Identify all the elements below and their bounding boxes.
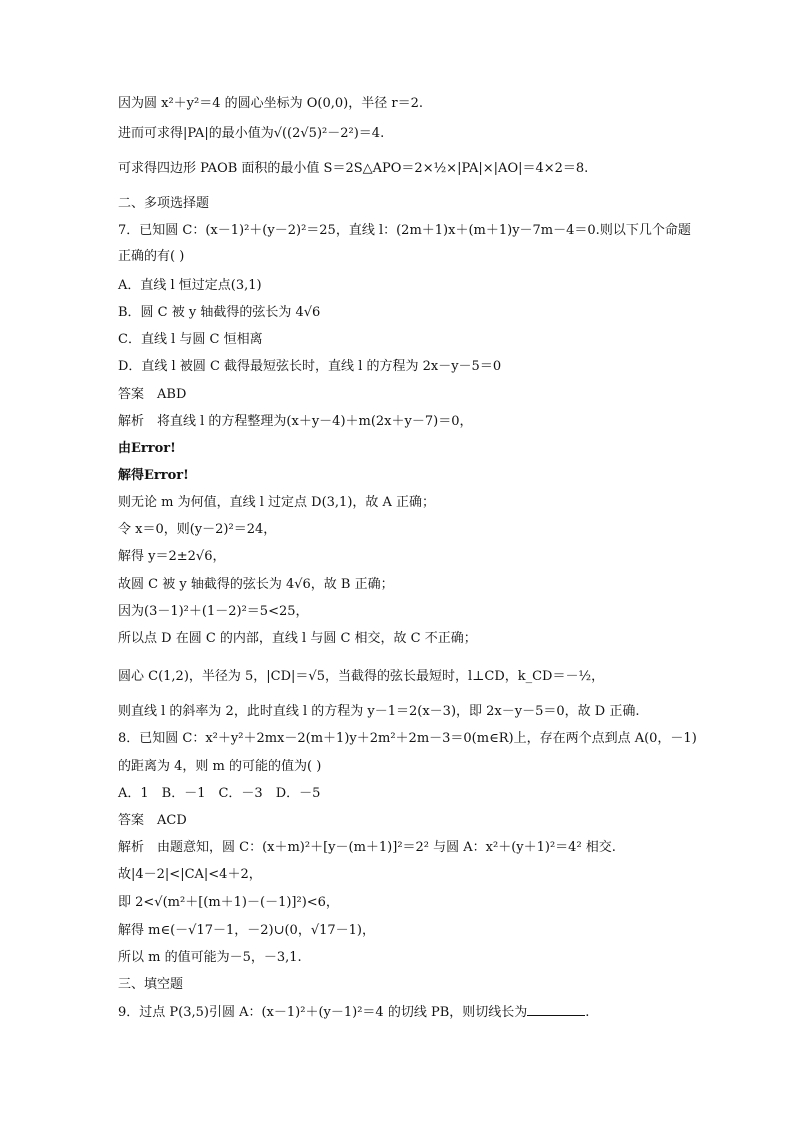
analysis-7-line-8: 因为(3－1)²＋(1－2)²＝5<25， bbox=[118, 604, 309, 619]
question-8-stem-cont: 的距离为 4，则 m 的可能的值为( ) bbox=[118, 759, 322, 774]
analysis-7-line-10: 圆心 C(1,2)，半径为 5，|CD|＝√5，当截得的弦长最短时，l⊥CD，k_CD＝－½， bbox=[118, 669, 605, 684]
question-9-text: 9．过点 P(3,5)引圆 A：(x－1)²＋(y－1)²＝4 的切线 PB，则切线长为 bbox=[118, 1005, 528, 1020]
analysis-7-line-11: 则直线 l 的斜率为 2，此时直线 l 的方程为 y－1＝2(x－3)，即 2x－y－5＝0，故 D 正确. bbox=[118, 704, 640, 719]
option-7a: A．直线 l 恒过定点(3,1) bbox=[118, 278, 262, 293]
text-line-3: 可求得四边形 PAOB 面积的最小值 S＝2S△APO＝2×½×|PA|×|AO|＝4×2＝8. bbox=[118, 161, 589, 176]
analysis-7-line-2: 由Error! bbox=[118, 441, 176, 456]
analysis-8-line-1: 解析 由题意知，圆 C：(x＋m)²＋[y－(m＋1)]²＝2² 与圆 A：x²＋(y＋1)²＝4² 相交. bbox=[118, 840, 616, 855]
analysis-7-line-4: 则无论 m 为何值，直线 l 过定点 D(3,1)，故 A 正确； bbox=[118, 495, 436, 510]
question-8-stem: 8．已知圆 C：x²＋y²＋2mx－2(m＋1)y＋2m²＋2m－3＝0(m∈R)上，存在两个点到点 A(0，－1) bbox=[118, 731, 697, 746]
answer-blank bbox=[527, 1003, 585, 1016]
answer-8: 答案 ACD bbox=[118, 813, 187, 828]
text-line-1: 因为圆 x²＋y²＝4 的圆心坐标为 O(0,0)，半径 r＝2. bbox=[118, 96, 423, 111]
option-7d: D．直线 l 被圆 C 截得最短弦长时，直线 l 的方程为 2x－y－5＝0 bbox=[118, 359, 502, 374]
analysis-7-line-1: 解析 将直线 l 的方程整理为(x＋y－4)＋m(2x＋y－7)＝0， bbox=[118, 414, 473, 429]
question-9-period: . bbox=[585, 1005, 590, 1020]
text-line-2: 进而可求得|PA|的最小值为√((2√5)²－2²)＝4. bbox=[118, 126, 385, 141]
analysis-7-line-3: 解得Error! bbox=[118, 468, 189, 483]
section-heading-fill-in: 三、填空题 bbox=[118, 977, 184, 992]
section-heading-multi-choice: 二、多项选择题 bbox=[118, 196, 210, 211]
options-8: A．1 B．－1 C．－3 D．－5 bbox=[118, 786, 321, 801]
question-7-stem: 7．已知圆 C：(x－1)²＋(y－2)²＝25，直线 l：(2m＋1)x＋(m＋1)y－7m－4＝0.则以下几个命题 bbox=[118, 223, 691, 238]
analysis-7-line-6: 解得 y＝2±2√6， bbox=[118, 549, 226, 564]
analysis-7-line-9: 所以点 D 在圆 C 的内部，直线 l 与圆 C 相交，故 C 不正确； bbox=[118, 631, 477, 646]
analysis-8-line-3: 即 2<√(m²＋[(m＋1)－(－1)]²)<6， bbox=[118, 895, 339, 910]
analysis-7-line-7: 故圆 C 被 y 轴截得的弦长为 4√6，故 B 正确； bbox=[118, 577, 394, 592]
analysis-8-line-2: 故|4－2|<|CA|<4＋2， bbox=[118, 867, 262, 882]
analysis-8-line-5: 所以 m 的值可能为－5，－3,1. bbox=[118, 950, 302, 965]
option-7b: B．圆 C 被 y 轴截得的弦长为 4√6 bbox=[118, 305, 321, 320]
answer-7: 答案 ABD bbox=[118, 387, 187, 402]
analysis-8-line-4: 解得 m∈(－√17－1，－2)∪(0，√17－1)， bbox=[118, 923, 375, 938]
analysis-7-line-5: 令 x＝0，则(y－2)²＝24， bbox=[118, 522, 277, 537]
question-7-stem-cont: 正确的有( ) bbox=[118, 249, 185, 264]
question-9 bbox=[118, 1003, 589, 1022]
option-7c: C．直线 l 与圆 C 恒相离 bbox=[118, 332, 263, 347]
